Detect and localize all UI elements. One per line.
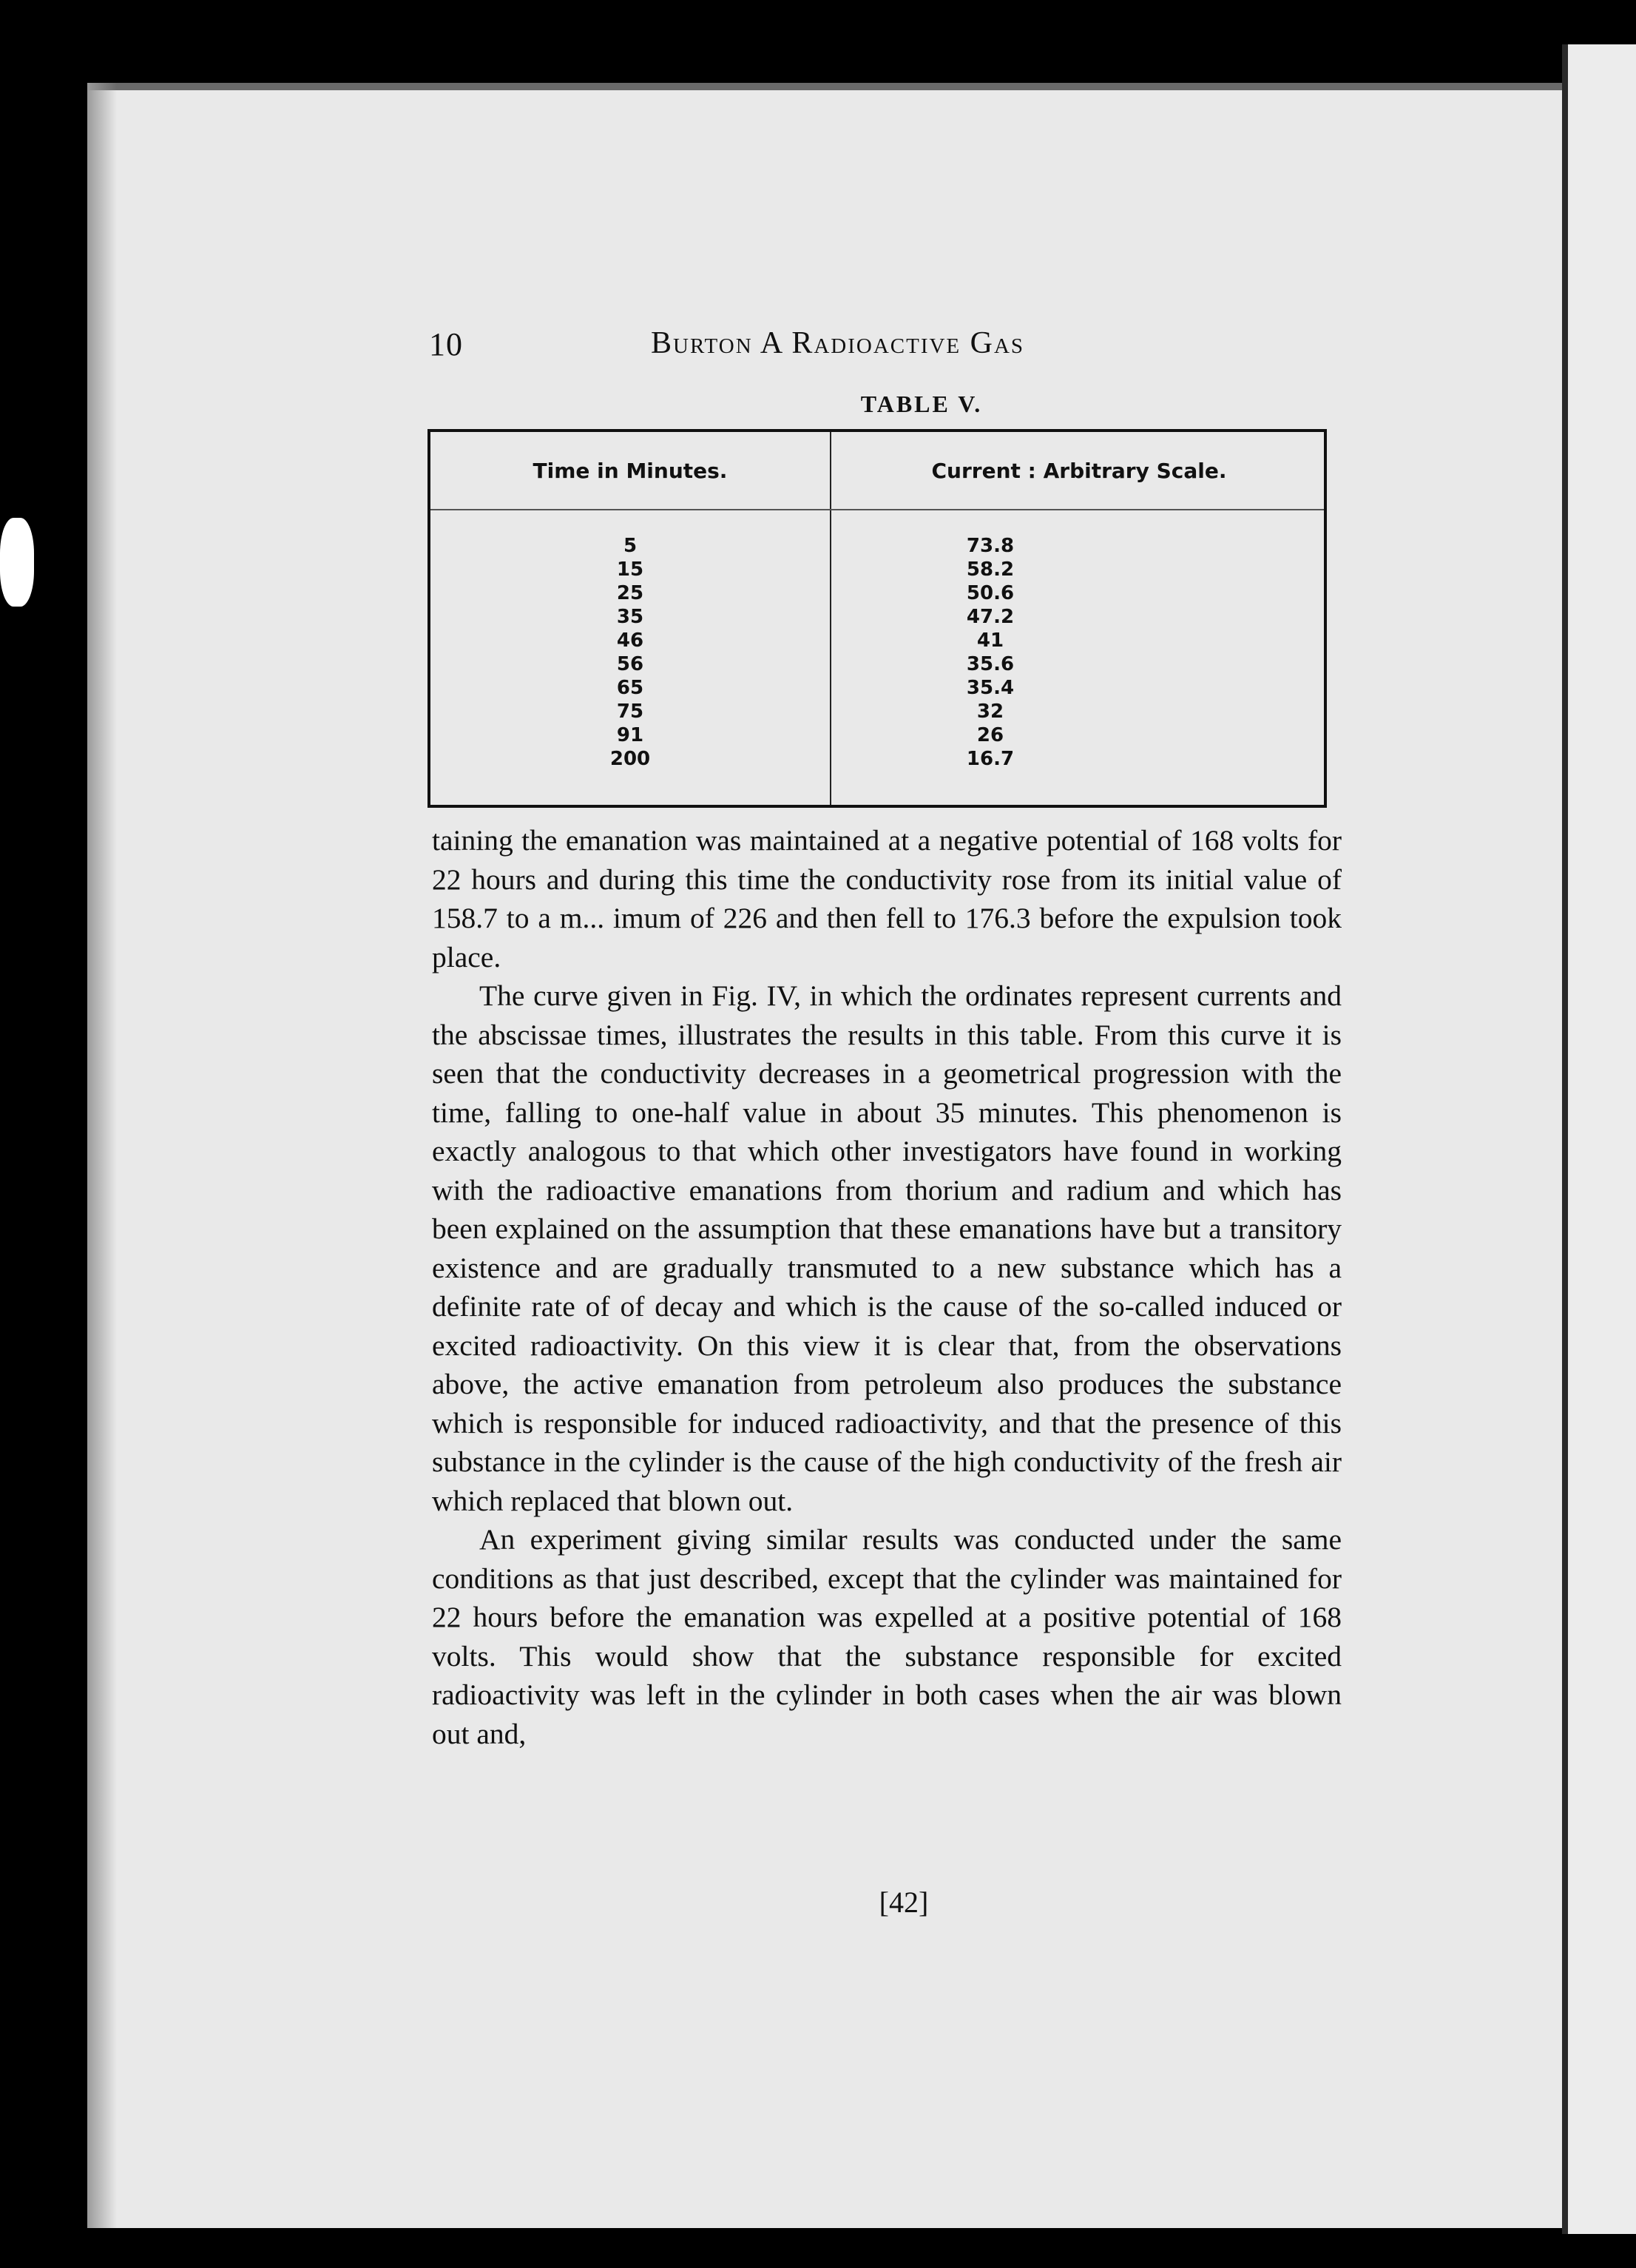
current-values-column	[831, 534, 1149, 771]
current-value: 41	[976, 630, 1004, 652]
column-header-time: Time in Minutes.	[533, 459, 728, 483]
data-table	[427, 429, 1327, 808]
time-value: 35	[616, 606, 644, 628]
current-value: 32	[976, 701, 1004, 723]
current-value: 50.6	[966, 582, 1015, 604]
time-value: 5	[623, 535, 638, 557]
running-title: Burton A Radioactive Gas	[651, 326, 1025, 360]
time-values-column	[430, 534, 830, 771]
table-caption-text: TABLE V.	[860, 391, 983, 417]
current-value: 58.2	[966, 558, 1015, 581]
body-text	[432, 821, 1342, 1753]
header-rule	[430, 509, 1324, 510]
scan-speck	[0, 518, 34, 607]
time-value: 200	[609, 748, 651, 770]
paragraph: taining the emanation was maintained at a negative potential of 168 volts for 22 hours and during this time the conductivity rose from its initial value of 158.7 to a m... imum of 226 and then fell to 176.3 before the expulsion took place.	[432, 824, 1342, 973]
folio-number: [42]	[879, 1886, 929, 1919]
folio	[0, 1885, 1636, 1920]
time-value: 25	[616, 582, 644, 604]
time-value: 46	[616, 630, 644, 652]
time-value: 75	[616, 701, 644, 723]
page-number: 10	[429, 326, 463, 362]
time-value: 91	[616, 724, 644, 746]
paragraph: An experiment giving similar results was conducted under the same conditions as that just described, except that the cylinder was maintained for 22 hours before the emanation was expelled at a positive potential of 168 volts. This would show that the substance responsible for excited radioactivity was left in the cylinder in both cases when the air was blown out and,	[432, 1523, 1342, 1750]
page-header	[429, 325, 1346, 370]
current-value: 47.2	[966, 606, 1015, 628]
column-header-current: Current : Arbitrary Scale.	[931, 459, 1227, 483]
time-value: 56	[616, 653, 644, 675]
current-value: 35.4	[966, 677, 1015, 699]
current-value: 16.7	[966, 748, 1015, 770]
paragraph: The curve given in Fig. IV, in which the ordinates represent currents and the abscissae times, illustrates the results in this table. From this curve it is seen that the conductivity decreases in a geometrical progression with the time, falling to one-half value in about 35 minutes. This phenomenon is exactly analogous to that which other investigators have found in working with the radioactive emanations from thorium and radium and which has been explained on the assumption that these emanations have but a transitory existence and are gradually transmuted to a new substance which has a definite rate of of decay and which is the cause of the so-called induced or excited radioactivity. On this view it is clear that, from the observations above, the active emanation from petroleum also produces the substance which is responsible for induced radioactivity, and that the presence of this substance in the cylinder is the cause of the high conductivity of the fresh air which replaced that blown out.	[432, 979, 1342, 1517]
current-value: 26	[976, 724, 1004, 746]
current-value: 73.8	[966, 535, 1015, 557]
time-value: 15	[616, 558, 644, 581]
table-caption	[0, 391, 1636, 418]
time-value: 65	[616, 677, 644, 699]
current-value: 35.6	[966, 653, 1015, 675]
